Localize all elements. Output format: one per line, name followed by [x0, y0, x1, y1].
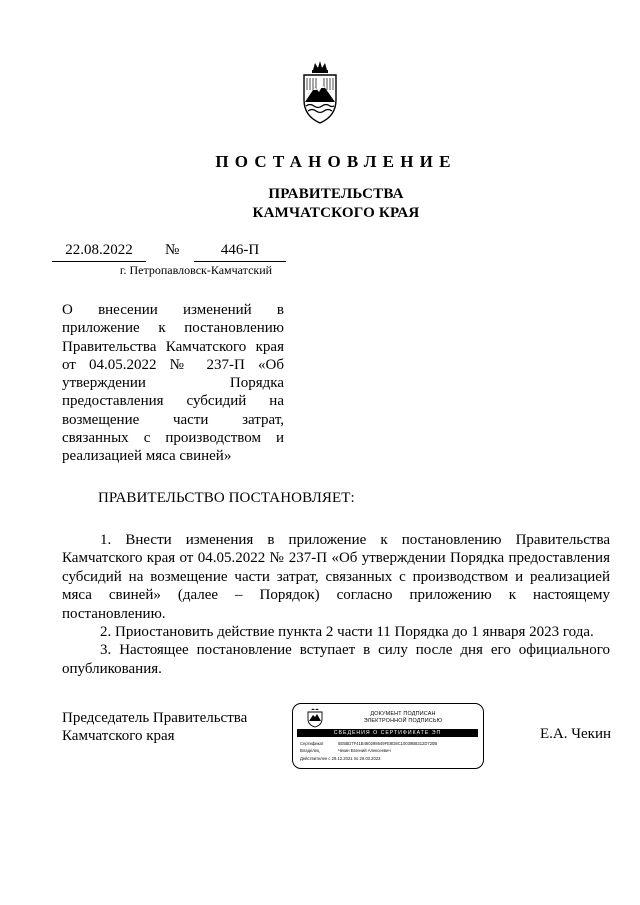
document-body: [62, 531, 610, 678]
signer-position-line-2: Камчатского края: [62, 728, 175, 744]
stamp-certificate-bar: СВЕДЕНИЯ О СЕРТИФИКАТЕ ЭП: [297, 729, 478, 737]
stamp-title-line-2: ЭЛЕКТРОННОЙ ПОДПИСЬЮ: [363, 718, 443, 724]
number-underline: [194, 261, 286, 262]
signer-position-line-1: Председатель Правительства: [62, 710, 248, 726]
date-underline: [52, 261, 146, 262]
paragraph-3: 3. Настоящее постановление вступает в силу после дня его официального опубликования.: [62, 642, 610, 677]
stamp-row-value: 5E5BD7F41B460298649FE8D8C10039B8312D720B: [338, 741, 438, 746]
number-sign: №: [165, 242, 180, 258]
stamp-row-validity: [300, 756, 381, 761]
document-subject: [62, 301, 284, 466]
subject-line: от 04.05.2022 № 237-П «Об: [62, 356, 284, 373]
stamp-row-value: Чекин Евгений Алексеевич: [338, 748, 391, 753]
stamp-emblem-icon: [305, 708, 325, 728]
electronic-signature-stamp: [292, 703, 484, 769]
place-of-issue: г. Петропавловск-Камчатский: [119, 263, 273, 277]
subject-line: реализацией мяса свиней»: [62, 448, 232, 465]
stamp-row-certificate: [300, 741, 437, 746]
coat-of-arms-icon: [301, 60, 339, 126]
subject-line: Правительства Камчатского края: [62, 338, 284, 355]
stamp-title-line-1: ДОКУМЕНТ ПОДПИСАН: [370, 711, 436, 717]
authority-line-1: ПРАВИТЕЛЬСТВА: [268, 186, 404, 202]
stamp-row-value: Действителен с 29.12.2021 по 29.03.2023: [300, 756, 381, 761]
subject-line: предоставления субсидий на: [62, 393, 284, 410]
document-date: 22.08.2022: [65, 242, 133, 258]
paragraph-2: 2. Приостановить действие пункта 2 части 11 Порядка до 1 января 2023 года.: [100, 624, 594, 641]
subject-line: приложение к постановлению: [62, 320, 284, 337]
stamp-row-label: Владелец: [300, 748, 320, 753]
stamp-row-owner: [300, 748, 391, 753]
subject-line: утверждении Порядка: [62, 375, 284, 392]
subject-line: связанных с производством и: [62, 430, 284, 447]
stamp-row-label: Сертификат: [300, 741, 324, 746]
authority-line-2: КАМЧАТСКОГО КРАЯ: [252, 205, 420, 221]
subject-line: возмещение части затрат,: [62, 411, 284, 428]
decree-formula: ПРАВИТЕЛЬСТВО ПОСТАНОВЛЯЕТ:: [98, 490, 355, 506]
paragraph-1: 1. Внести изменения в приложение к постановлению Правительства Камчатского края от 04.05.2022 № 237-П «Об утверждении Порядка предоставления субсидий на возмещение части затрат, связанных с производством и реализацией мяса свиней» (далее – Порядок) согласно приложению к настоящему постановлению.: [62, 532, 610, 622]
document-type-title: ПОСТАНОВЛЕНИЕ: [215, 152, 457, 171]
document-number: 446-П: [220, 242, 260, 258]
subject-line: О внесении изменений в: [62, 302, 284, 318]
signer-name: Е.А. Чекин: [540, 726, 611, 742]
